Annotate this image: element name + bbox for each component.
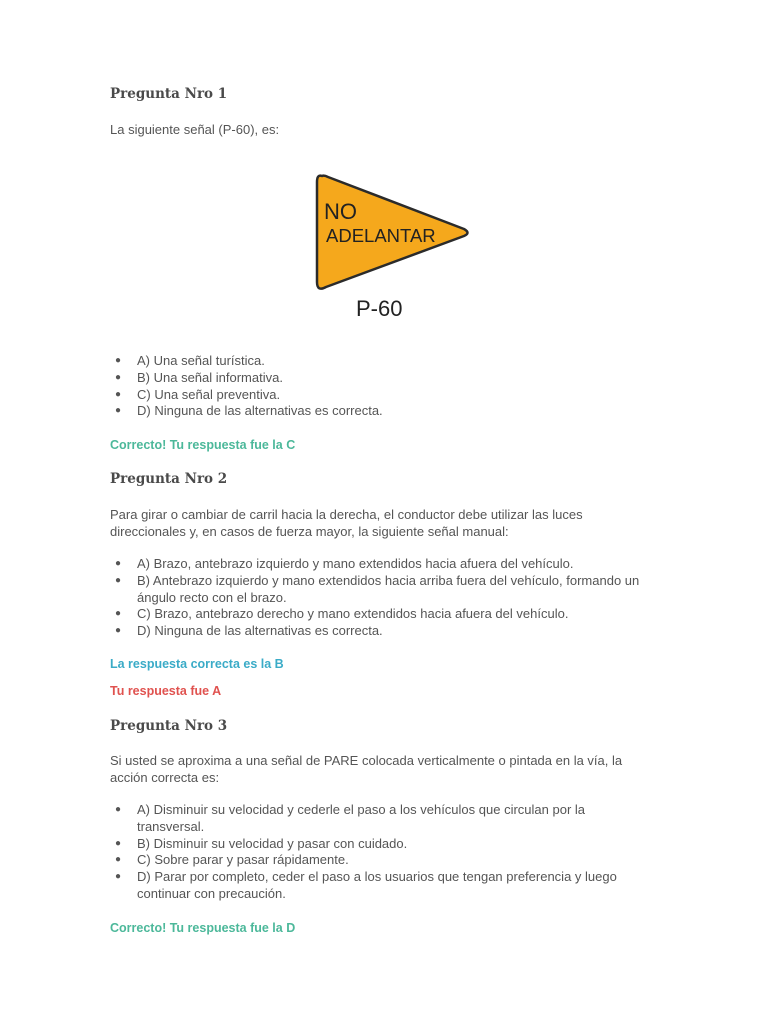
question-1-option-a: ● A) Una señal turística. [115,353,265,368]
question-2-correct-answer: La respuesta correcta es la B [110,657,284,671]
pennant-sign-icon [314,170,474,325]
bullet-icon: ● [115,854,122,866]
question-1-title: Pregunta Nro 1 [110,86,228,102]
question-3-text: Si usted se aproxima a una señal de PARE colocada verticalmente o pintada en la vía, la acción correcta es: [110,753,623,785]
question-3-options [110,802,650,903]
question-1-options [110,353,650,420]
question-3-option-a: ● A) Disminuir su velocidad y cederle el paso a los vehículos que circulan por la transversal. [115,802,585,834]
question-1-option-b: ● B) Una señal informativa. [115,369,283,385]
question-3-title: Pregunta Nro 3 [110,718,228,734]
bullet-icon: ● [115,388,122,400]
question-2-option-b: ● B) Antebrazo izquierdo y mano extendidos hacia arriba fuera del vehículo, formando un ángulo recto con el brazo. [115,572,640,605]
bullet-icon: ● [115,371,122,383]
question-3-result: Correcto! Tu respuesta fue la D [110,921,296,935]
sign-code: P-60 [356,296,403,321]
no-adelantar-sign-image [314,170,474,325]
sign-line-2: ADELANTAR [326,225,436,246]
question-2-title: Pregunta Nro 2 [110,471,228,487]
question-2-your-answer: Tu respuesta fue A [110,684,222,698]
question-1-option-c: ● C) Una señal preventiva. [115,386,281,402]
question-1-option-d: ● D) Ninguna de las alternativas es correcta. [115,403,383,419]
question-3-option-b: ● B) Disminuir su velocidad y pasar con cuidado. [115,835,408,851]
question-2-options [110,556,650,640]
bullet-icon: ● [115,804,122,815]
bullet-icon: ● [115,574,122,586]
bullet-icon: ● [115,871,122,882]
bullet-icon: ● [115,608,122,620]
sign-line-1: NO [324,199,357,224]
question-1-text: La siguiente señal (P-60), es: [110,122,280,137]
question-3-option-c: ● C) Sobre parar y pasar rápidamente. [115,852,349,868]
bullet-icon: ● [115,625,122,636]
bullet-icon: ● [115,355,122,366]
bullet-icon: ● [115,558,122,569]
question-3-option-d: ● D) Parar por completo, ceder el paso a los usuarios que tengan preferencia y luego continuar con precaución. [115,869,617,901]
question-2-option-d: ● D) Ninguna de las alternativas es correcta. [115,623,383,638]
bullet-icon: ● [115,405,122,417]
question-2-option-c: ● C) Brazo, antebrazo derecho y mano extendidos hacia afuera del vehículo. [115,606,569,622]
question-2-text: Para girar o cambiar de carril hacia la derecha, el conductor debe utilizar las luces direccionales y, en casos de fuerza mayor, la siguiente señal manual: [110,507,583,539]
question-1-result: Correcto! Tu respuesta fue la C [110,438,296,452]
question-2-option-a: ● A) Brazo, antebrazo izquierdo y mano extendidos hacia afuera del vehículo. [115,556,574,571]
bullet-icon: ● [115,837,122,849]
